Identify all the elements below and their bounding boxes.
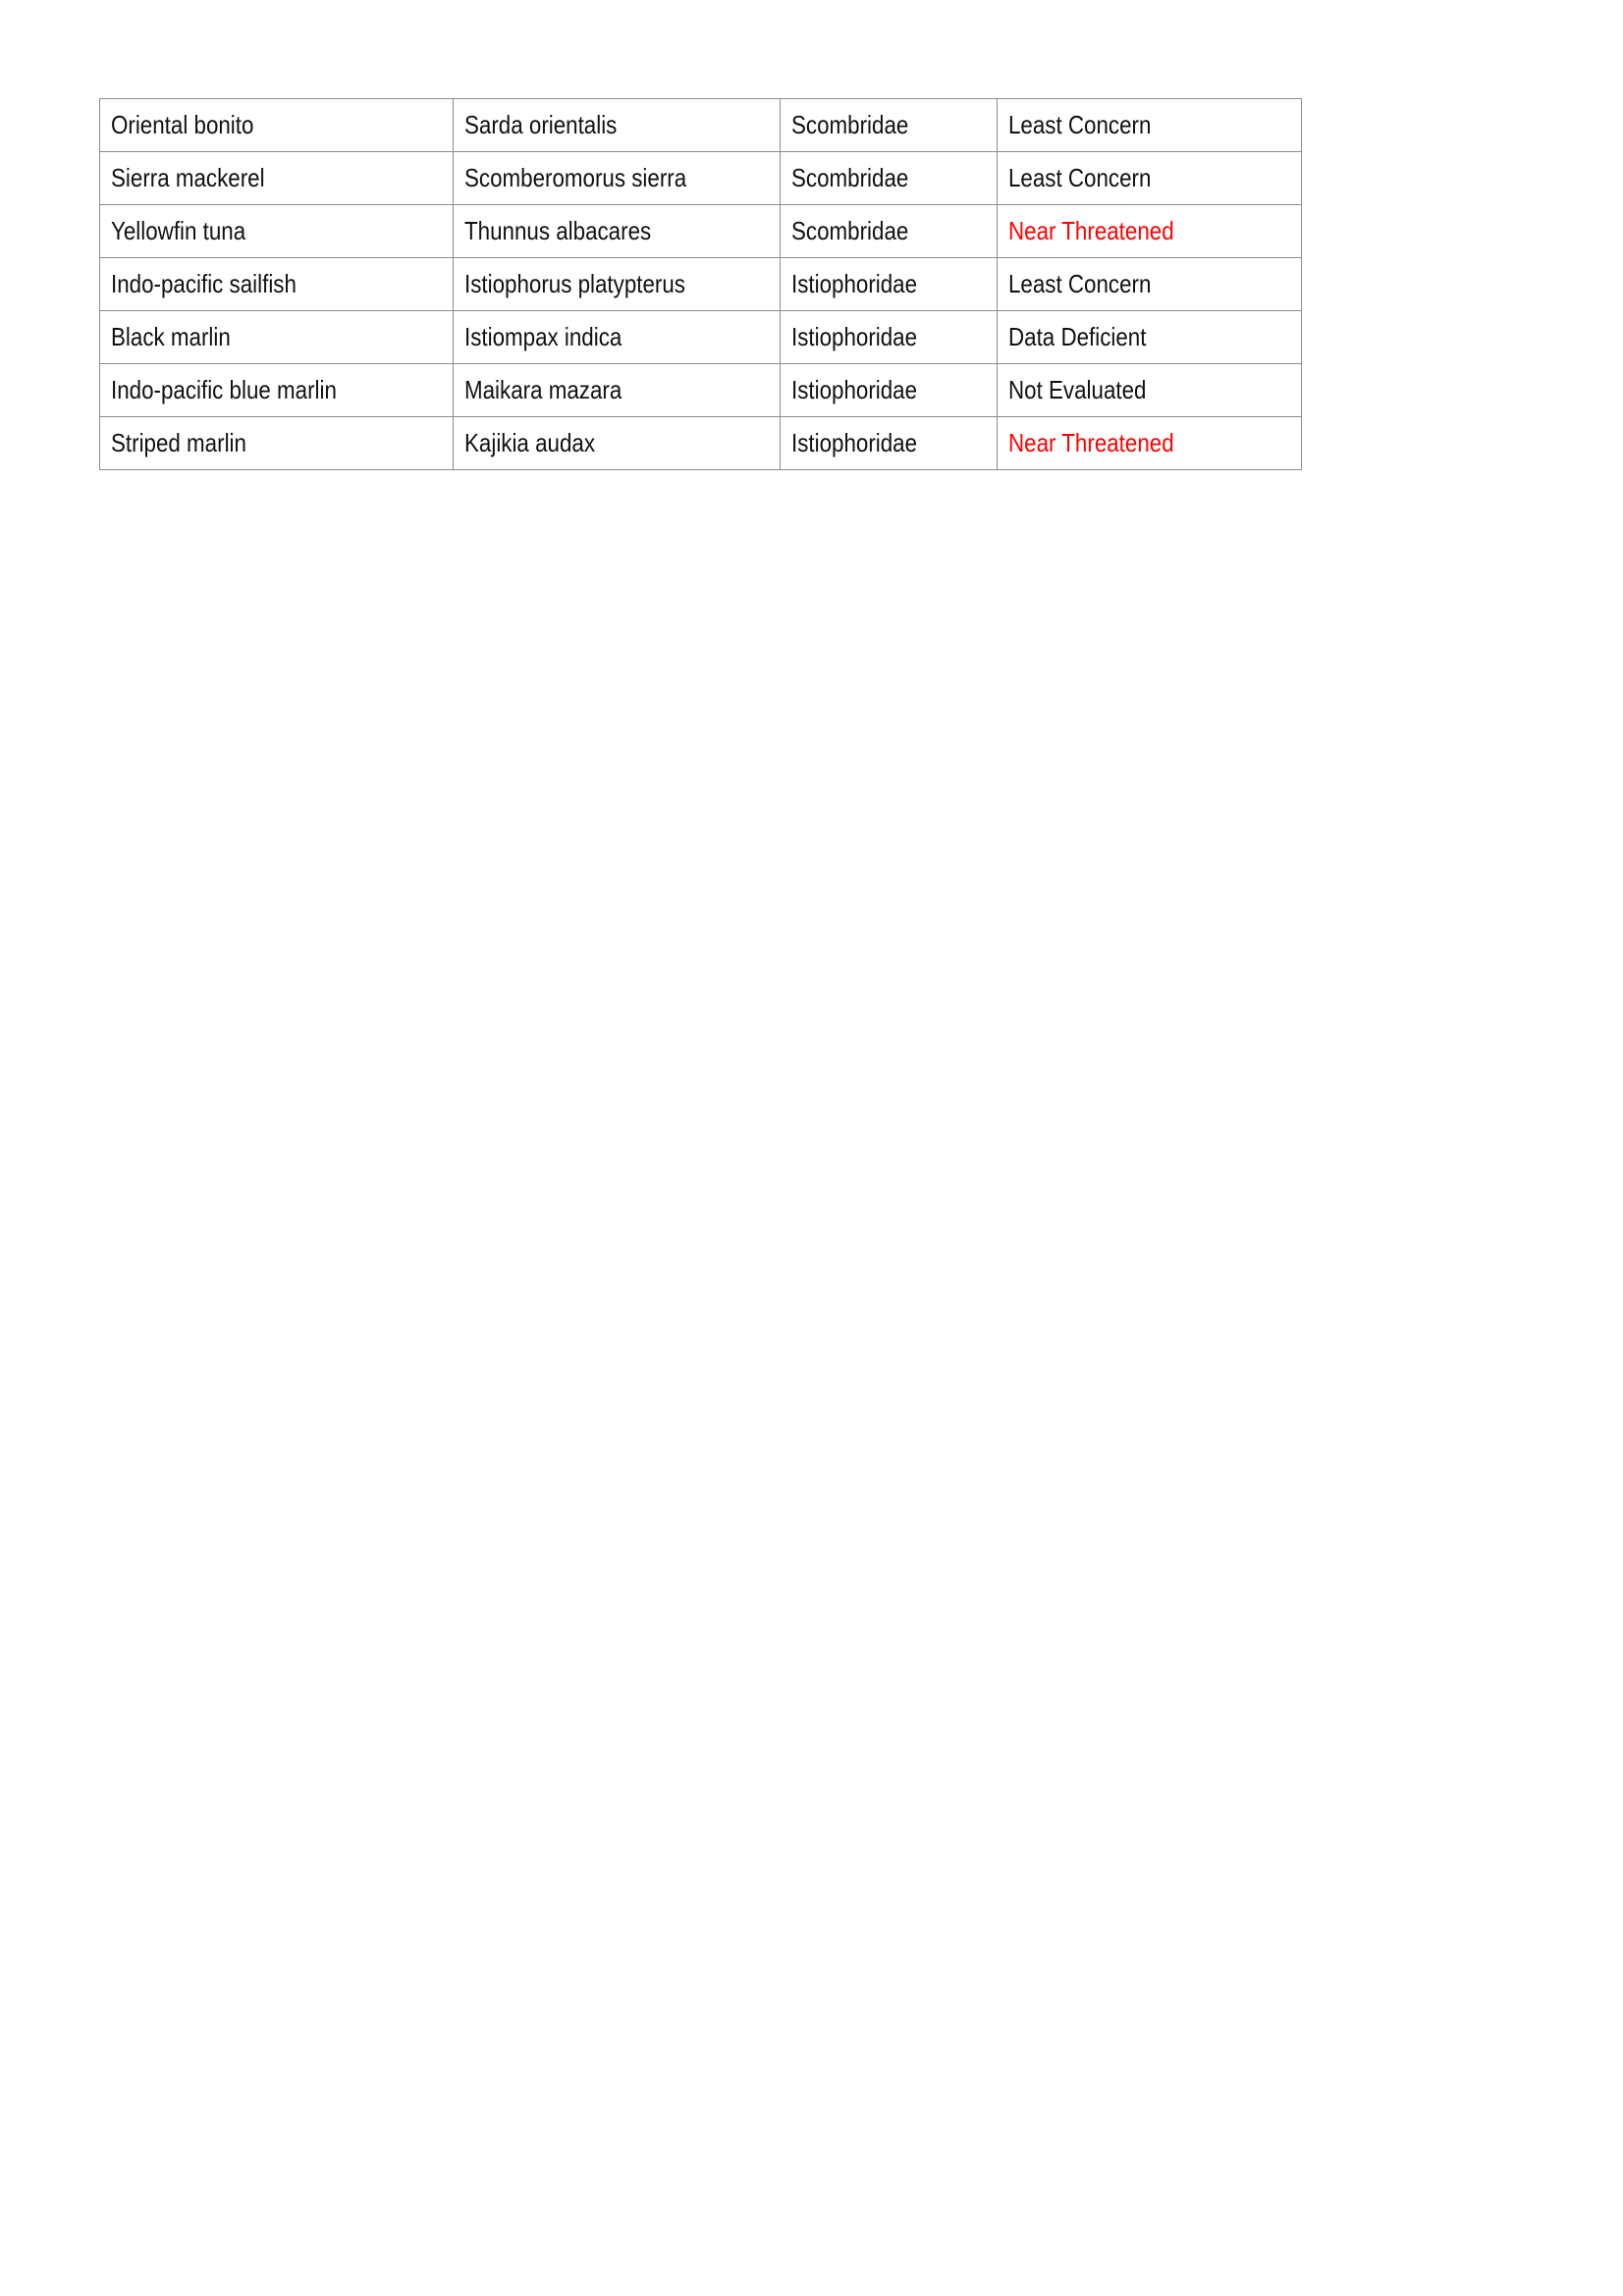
scientific-name-cell: Istiompax indica: [454, 311, 781, 364]
status-cell: Least Concern: [998, 258, 1302, 311]
status-cell: Least Concern: [998, 99, 1302, 152]
status-cell: Data Deficient: [998, 311, 1302, 364]
scientific-name-cell: Kajikia audax: [454, 417, 781, 470]
family-cell: Istiophoridae: [781, 258, 998, 311]
common-name-cell: Yellowfin tuna: [100, 205, 454, 258]
scientific-name-cell: Maikara mazara: [454, 364, 781, 417]
table-row: [100, 364, 1302, 417]
species-table: [99, 98, 1302, 470]
family-cell: Istiophoridae: [781, 417, 998, 470]
table-row: [100, 311, 1302, 364]
family-cell: Scombridae: [781, 152, 998, 205]
status-cell: Least Concern: [998, 152, 1302, 205]
common-name-cell: Striped marlin: [100, 417, 454, 470]
table-row: [100, 152, 1302, 205]
status-cell: Near Threatened: [998, 417, 1302, 470]
family-cell: Istiophoridae: [781, 364, 998, 417]
family-cell: Scombridae: [781, 99, 998, 152]
common-name-cell: Black marlin: [100, 311, 454, 364]
table-row: [100, 258, 1302, 311]
common-name-cell: Indo-pacific sailfish: [100, 258, 454, 311]
common-name-cell: Sierra mackerel: [100, 152, 454, 205]
table-row: [100, 99, 1302, 152]
scientific-name-cell: Sarda orientalis: [454, 99, 781, 152]
family-cell: Istiophoridae: [781, 311, 998, 364]
common-name-cell: Oriental bonito: [100, 99, 454, 152]
scientific-name-cell: Thunnus albacares: [454, 205, 781, 258]
family-cell: Scombridae: [781, 205, 998, 258]
scientific-name-cell: Scomberomorus sierra: [454, 152, 781, 205]
status-cell: Not Evaluated: [998, 364, 1302, 417]
table-row: [100, 205, 1302, 258]
common-name-cell: Indo-pacific blue marlin: [100, 364, 454, 417]
scientific-name-cell: Istiophorus platypterus: [454, 258, 781, 311]
table-row: [100, 417, 1302, 470]
status-cell: Near Threatened: [998, 205, 1302, 258]
